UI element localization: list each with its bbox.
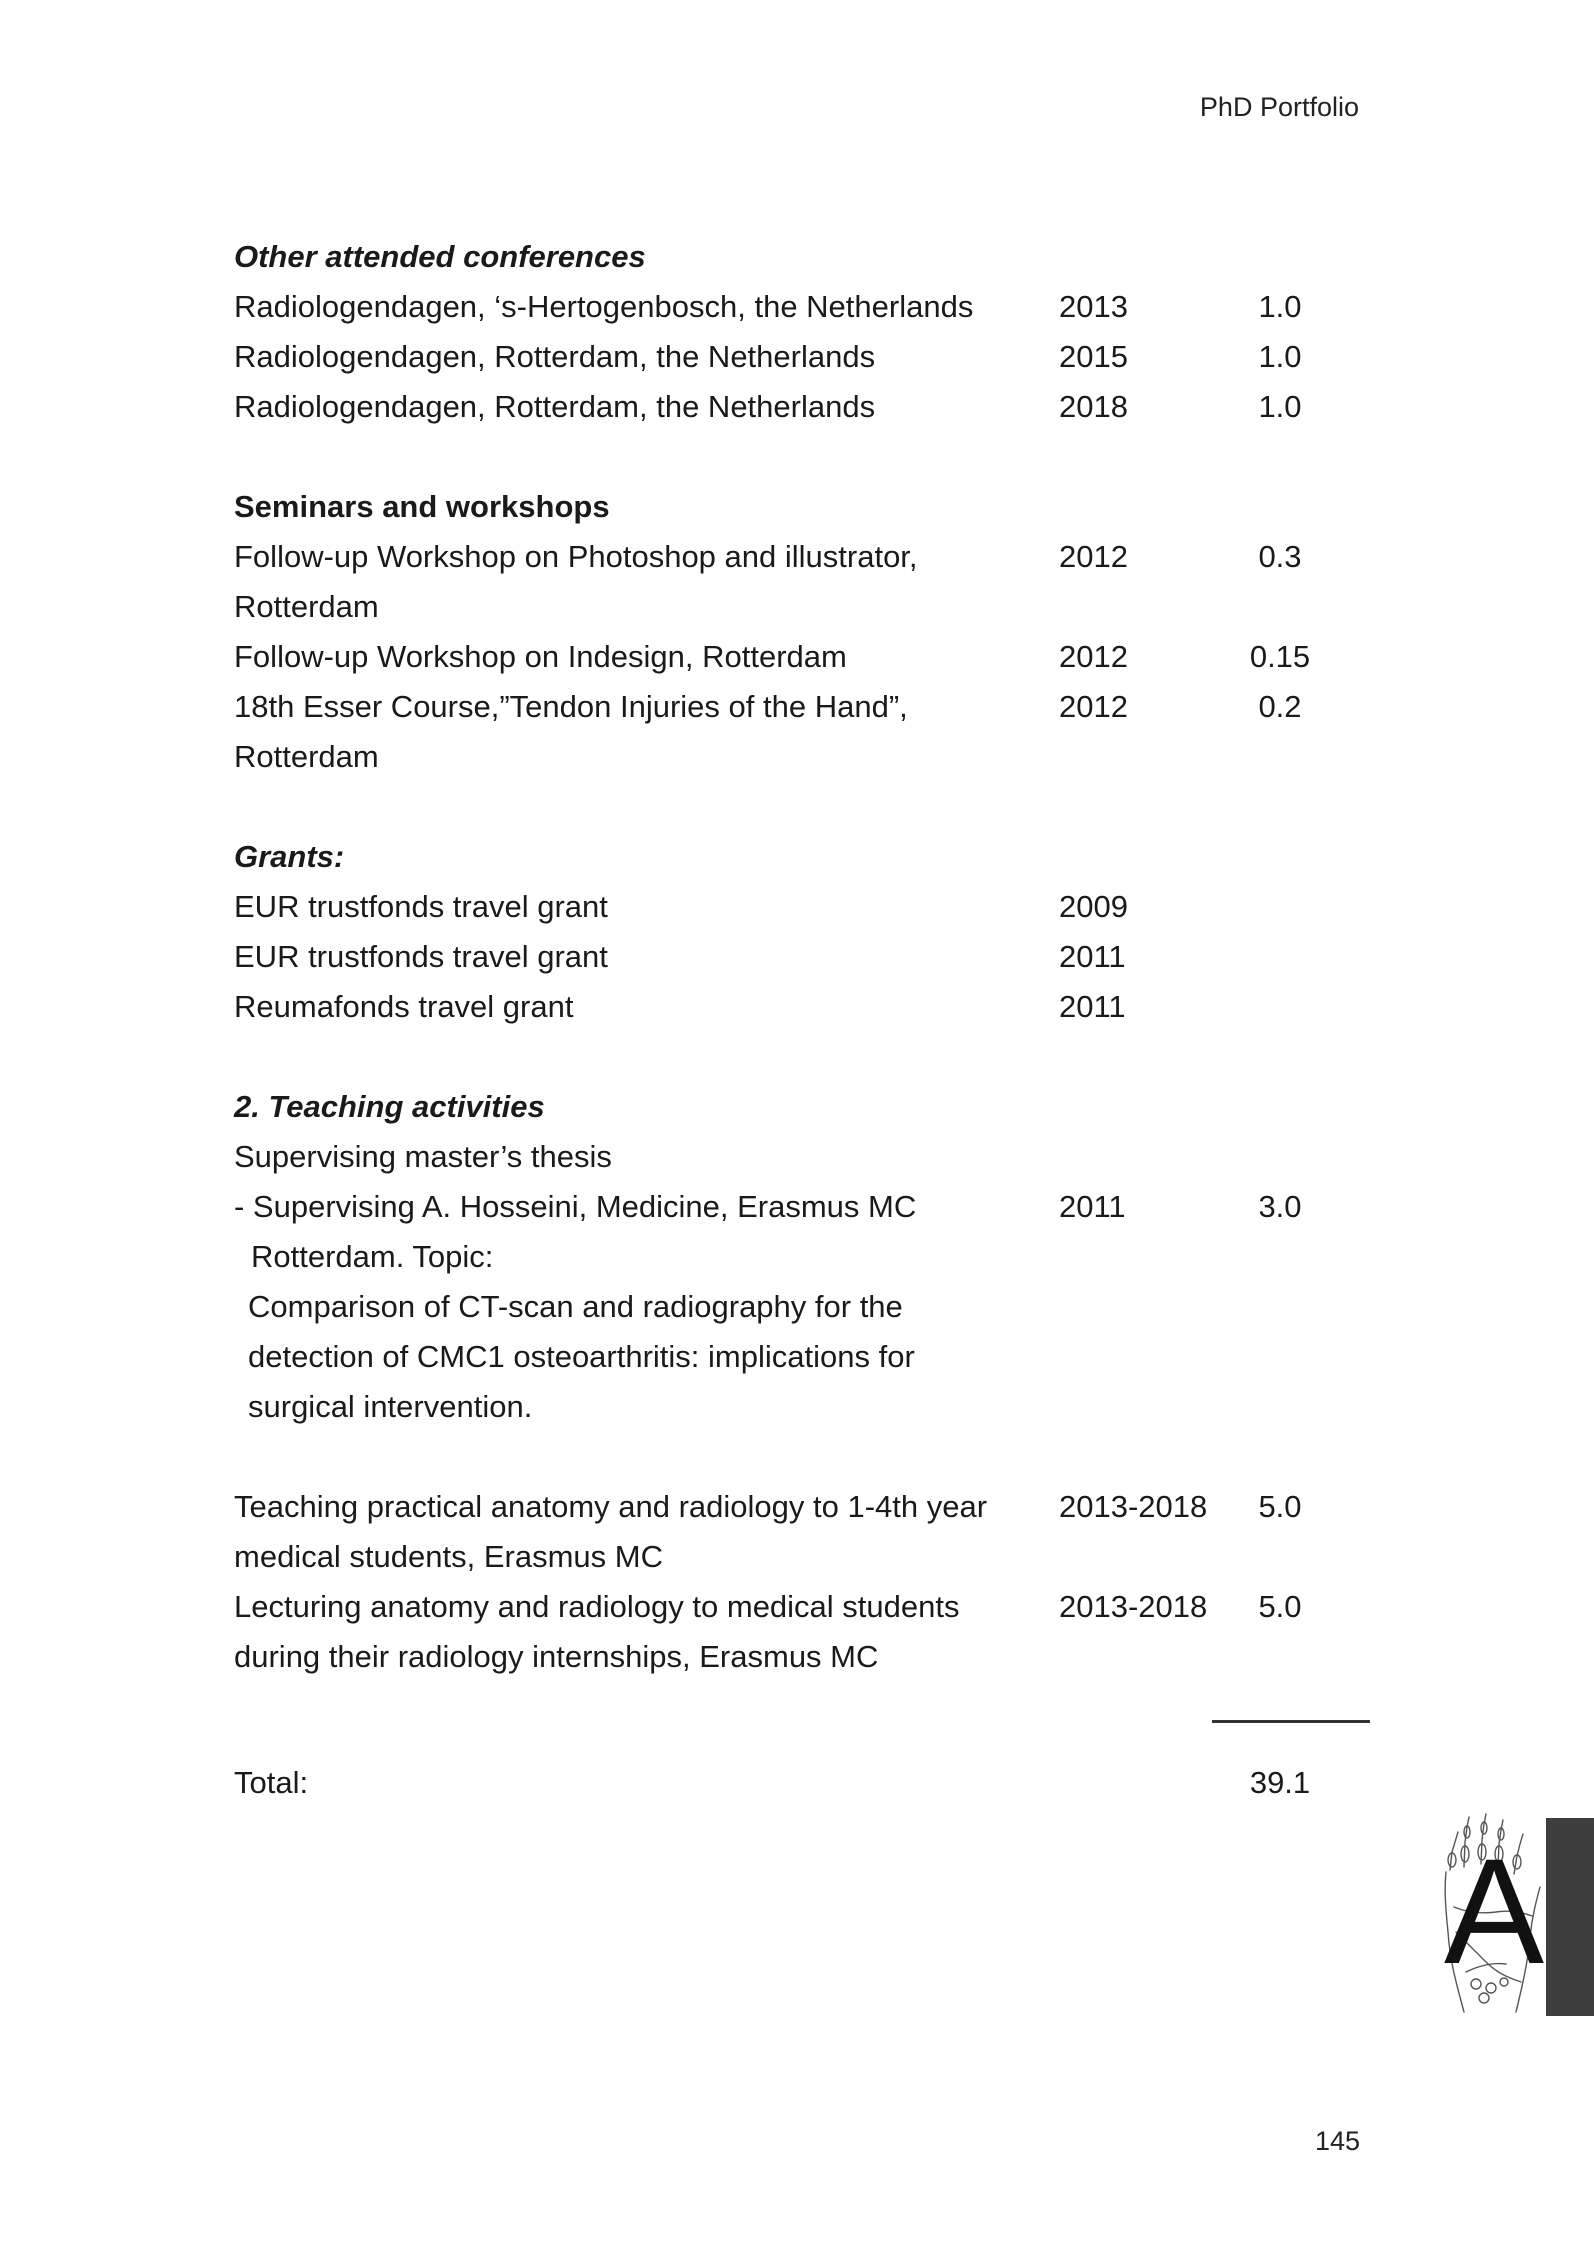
section-teaching-more [234, 1482, 1374, 1682]
row-credit: 1.0 [1258, 289, 1302, 324]
section-heading: Other attended conferences [234, 239, 646, 274]
row-year: 2012 [1059, 539, 1128, 574]
row-description: EUR trustfonds travel grant [234, 889, 608, 924]
appendix-letter: A [1444, 1827, 1545, 1995]
table-row [234, 882, 1374, 932]
row-credit: 3.0 [1258, 1189, 1302, 1224]
row-description: EUR trustfonds travel grant [234, 939, 608, 974]
thesis-topic-line: Comparison of CT-scan and radiography for the [248, 1289, 903, 1324]
row-credit: 5.0 [1258, 1589, 1302, 1624]
row-credit: 5.0 [1258, 1489, 1302, 1524]
row-description: Radiologendagen, Rotterdam, the Netherlands [234, 389, 876, 424]
section-grants [234, 832, 1374, 1032]
row-credit: 1.0 [1258, 389, 1302, 424]
portfolio-content [234, 232, 1374, 1808]
row-year: 2012 [1059, 689, 1128, 724]
row-description-continued: medical students, Erasmus MC [234, 1539, 663, 1574]
total-value: 39.1 [1249, 1765, 1311, 1800]
total-block [234, 1732, 1374, 1808]
total-divider [1212, 1720, 1370, 1723]
section-heading: Seminars and workshops [234, 489, 610, 524]
total-label: Total: [234, 1765, 309, 1800]
row-description: Follow-up Workshop on Indesign, Rotterdam [234, 639, 847, 674]
row-credit: 0.3 [1258, 539, 1302, 574]
row-description: Reumafonds travel grant [234, 989, 574, 1024]
row-description-continued: Rotterdam. Topic: [251, 1239, 494, 1274]
row-year: 2011 [1059, 1189, 1126, 1224]
subheading [234, 1132, 1374, 1182]
row-description-continued: Rotterdam [234, 739, 379, 774]
table-row-supervision [234, 1182, 1374, 1432]
section-seminars [234, 482, 1374, 782]
table-row [234, 982, 1374, 1032]
table-row [234, 1482, 1374, 1582]
row-year: 2011 [1059, 989, 1126, 1024]
page-number: 145 [1314, 2126, 1360, 2156]
table-row [234, 632, 1374, 682]
thesis-topic-line: detection of CMC1 osteoarthritis: implications for [248, 1339, 915, 1374]
row-credit: 1.0 [1258, 339, 1302, 374]
table-row [234, 682, 1374, 782]
row-year: 2009 [1059, 889, 1128, 924]
row-credit: 0.2 [1258, 689, 1302, 724]
total-row [234, 1732, 1374, 1808]
row-description: Teaching practical anatomy and radiology to 1-4th year [234, 1489, 988, 1524]
table-row [234, 532, 1374, 632]
table-row [234, 932, 1374, 982]
row-year: 2013 [1059, 289, 1128, 324]
row-description: - Supervising A. Hosseini, Medicine, Erasmus MC [234, 1189, 917, 1224]
row-year: 2011 [1059, 939, 1126, 974]
row-description: Follow-up Workshop on Photoshop and illustrator, [234, 539, 918, 574]
row-year: 2012 [1059, 639, 1128, 674]
table-row [234, 1582, 1374, 1682]
row-description: Lecturing anatomy and radiology to medical students [234, 1589, 960, 1624]
row-description-continued: during their radiology internships, Erasmus MC [234, 1639, 879, 1674]
row-year: 2013-2018 [1059, 1489, 1208, 1524]
thesis-topic-line: surgical intervention. [248, 1389, 533, 1424]
row-year: 2018 [1059, 389, 1128, 424]
row-description: Radiologendagen, Rotterdam, the Netherlands [234, 339, 876, 374]
subheading-text: Supervising master’s thesis [234, 1139, 612, 1174]
running-title: PhD Portfolio [1199, 92, 1359, 122]
section-teaching [234, 1082, 1374, 1432]
row-credit: 0.15 [1249, 639, 1311, 674]
chapter-tab [1546, 1818, 1594, 2016]
row-year: 2013-2018 [1059, 1589, 1208, 1624]
row-description: 18th Esser Course,”Tendon Injuries of the Hand”, [234, 689, 908, 724]
row-description-continued: Rotterdam [234, 589, 379, 624]
table-row [234, 332, 1374, 382]
section-heading: Grants: [234, 839, 345, 874]
section-heading: 2. Teaching activities [234, 1089, 545, 1124]
row-year: 2015 [1059, 339, 1128, 374]
row-description: Radiologendagen, ‘s-Hertogenbosch, the Netherlands [234, 289, 974, 324]
section-conferences [234, 232, 1374, 432]
table-row [234, 382, 1374, 432]
table-row [234, 282, 1374, 332]
